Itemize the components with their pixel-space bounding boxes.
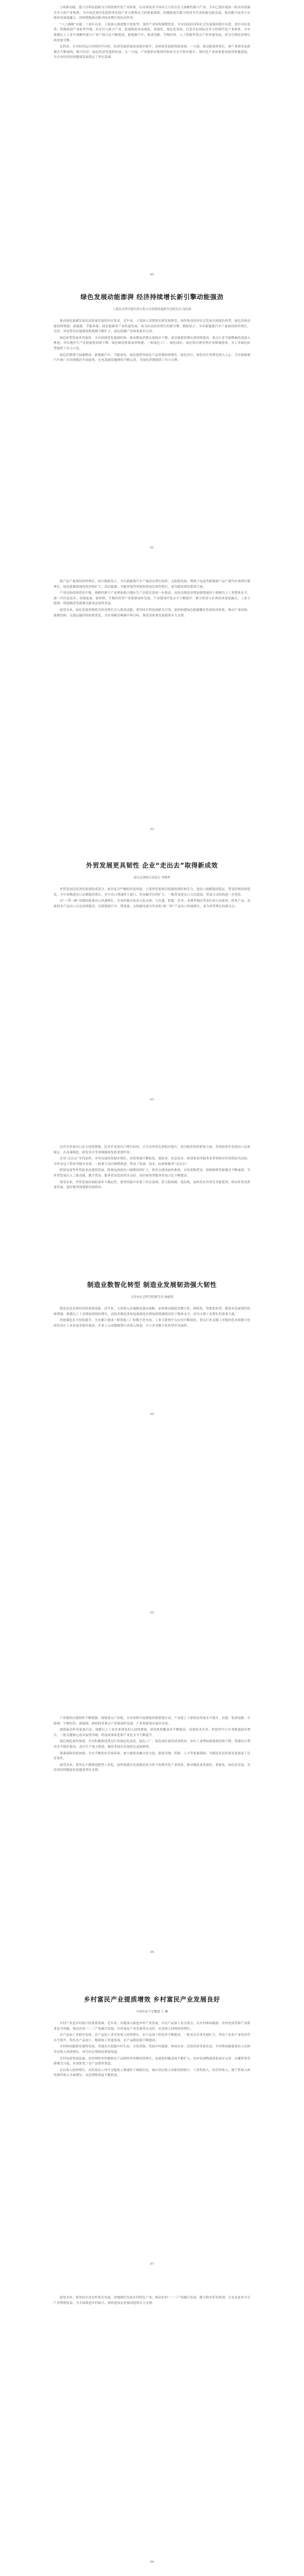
page-2 [0,292,304,364]
paragraph: 跨境电商等外贸新业态蓬勃发展。跨境电商进出口规模持续扩大，海外仓建设加快推进，市场采购贸易、保税维修等新模式不断涌现，为外贸发展注入了新动能。数字贸易、服务贸易发展势头良好，知识密集型服务贸易占比不断提高。 [54,1169,250,1178]
article-byline: 海关总署统计局处长 李晓华 [133,876,171,880]
page-8 [0,1995,304,2079]
paragraph: 要素保障持续加强。全市不断优化营商环境，加大财政金融支持力度，强化用地、用能、人才等要素保障，为制造业高质量发展创造了良好条件。 [54,1752,250,1761]
page-9 [0,2296,304,2306]
page-3 [0,579,304,619]
paragraph: 乡村休闲旅游业蓬勃发展。各地充分挖掘乡村生态、文化资源，发展乡村旅游、休闲农业、民宿经济等新业态，乡村休闲旅游接待人次和营业收入持续增长，成为农民增收的重要渠道。 [54,2045,250,2054]
paragraph: 产业结构持续优化升级。战略性新兴产业增加值占地区生产总值比重进一步提高，高技术制造业增加值增速快于规模以上工业整体水平。新一代信息技术、高端装备、新材料、生物医药等产业集群加快发展，产业链现代化水平不断提升。数字经济与实体经济深度融合，工业互联网、智能制造等新模式新业态加快普及。 [54,592,250,606]
paragraph: 创新驱动作用更加凸显。规模以上工业企业研发投入持续增加，研发机构覆盖率不断提高。高新技术企业、科技型中小企业数量稳步增长，一批关键核心技术取得突破，科技成果转化和产业化水平不断提升。 [54,1728,250,1737]
paragraph: 展望未来，要坚持农业农村优先发展，因地制宜发展乡村特色产业，推动农村一二三产业融合发展，健全联农带农机制，让农民更多分享产业增值收益，为全面推进乡村振兴、加快建设农业强国提供有力支撑。 [54,2296,250,2305]
page-number: · 96 · [148,1951,156,1954]
article-byline: 中国农业大学教授 王 琳 [136,2010,168,2014]
paragraph: 农产品加工业稳步发展。农产品加工业营业收入持续增长，农产品加工转化率不断提高。一批龙头企业发展壮大，带动了农业产业化经营水平提升。特色农产品加工、精深加工快速发展，农产品附加值不断提高。 [54,2034,250,2042]
paragraph: 展望未来，绿色发展将继续为经济增长注入强劲动能。要坚持以科技创新为引领，加快构建绿色低碳循环发展经济体系，推动产业结构、能源结构、交通运输结构持续优化，为实现碳达峰碳中和目标、推进高质量发展提供有力支撑。 [54,608,250,618]
page-number: · 98 · [148,2561,156,2564]
article-byline: 上海社会科学研究所文化与可持续发展研究室研究员 周汝雨 [113,308,191,311]
paragraph: 绿色消费潜力加速释放。新能源汽车、节能家电、绿色建材等绿色产品消费持续增长，绿色出行、绿色居住等理念深入人心。全市新能源汽车推广应用规模居全国前列，充电基础设施网络不断完善，为绿色消费提供了有力支撑。 [54,353,250,363]
page-number: · 91 · [148,546,156,550]
page-number: · 90 · [148,273,156,276]
page-7 [0,1716,304,1774]
article-title: 制造业数智化转型 制造业发展韧劲强大韧性 [87,1281,217,1289]
paragraph: 展望未来，要坚定不移推进新型工业化，加快构建以先进制造业为骨干的现代化产业体系，推动制造业高端化、智能化、绿色化发展，为经济持续健康发展提供坚实支撑。 [54,1763,250,1773]
paragraph: 制造业是实体经济的重要基础。近年来，天津深入实施制造强市战略，加快推动制造业数字化、网络化、智能化转型，制造业发展韧性持续增强。规模以上工业增加值保持增长，高技术制造业和装备制造业增加值增速明显快于整体水平，成为支撑工业增长的重要力量。 [54,1307,250,1316]
paragraph: “八八战略”实施二十周年以来，上海深入推进数字化转型，加快产业结构调整优化，全市国民经济和社会发展保持稳中有进、进中向好态势。积极推进产业转型升级，培育壮大新兴产业，促进制造业高端化、智能化、绿色化发展，打造具有国际竞争力的现代化产业体系。全市规模以上工业中战略性新兴产业产值占比不断提高，新能源汽车、集成电路、生物医药、人工智能等重点产业快速发展，成为引领经济增长的重要引擎。 [54,23,250,42]
article-title: 乡村富民产业提质增效 乡村富民产业发展良好 [83,1995,221,2003]
paragraph: 智能制造水平持续提升。全市累计建成一批智能工厂和数字化车间，工业互联网平台应用不断深化，重点行业关键工序数控化率和数字化研发设计工具普及率稳步提高。企业上云用数赋智行动深入推进，中小企业数字化转型步伐加快。 [54,1319,250,1328]
paragraph: 绿色转型发展步伐加快。全市持续优化能源结构，推动煤炭消费总量稳步下降，清洁能源消费比重持续提高。重点行业节能降碳改造深入推进，单位地区生产总值能耗持续下降。绿色制造体系加快构建，一批绿色工厂、绿色园区、绿色供应链管理企业相继建成，为工业绿色转型提供了有力示范。 [54,336,250,350]
article-title: 绿色发展动能澎湃 经济持续增长新引擎动能强劲 [80,293,224,301]
paragraph: 外贸是国民经济的重要组成部分。面对复杂严峻的外部环境，上海外贸展现出较强的韧性和活力，进出口规模保持稳定，贸易结构持续优化。全年货物进出口总额保持增长，其中出口增速快于进口，贸易顺差有所扩大。一般贸易进出口占比提高，贸易方式结构进一步优化。 [54,888,250,897]
page-number: · 92 · [148,828,156,831]
paragraph: 总的看，全市经济运行持续回升向好，经济发展质量效益稳步提升，高质量发展取得新成效。一方面，新动能加快成长，新产业新业态新模式不断涌现，数字经济、绿色经济等蓬勃发展；另一方面，产业链供应链韧性和安全水平稳步提升，现代化产业体系建设取得积极进展，为全市经济持续健康发展奠定了坚实基础。 [54,45,250,60]
paragraph: 产业链供应链韧性不断增强。围绕重点产业链，全市持续开展强链补链延链行动，产业链上下游协同发展水平提升。信创、集成电路、车联网、生物医药、新能源、新材料等重点产业链加快发展，产业集群效应逐步显现。 [54,1717,250,1726]
paragraph: 力和新动能。建立以科技创新为引领的现代化产业体系，以市场需求为导向大力培育壮大战略性新兴产业，全市已逐步建成一批具有较强竞争力的产业集群，为中国式现代化提供坚实的产业支撑和有力的要素保障；积极推进以数字经济为代表的新动能发展，推动数字技术与实体经济深度融合，持续增强新动能对经济增长的拉动作用。 [54,6,250,20]
page-4 [0,861,304,909]
paragraph: 乡村产业是乡村振兴的重要基础。近年来，各地深入推进乡村产业发展，以农产品加工业为重点，以乡村休闲旅游、农村电商等新产业新业态为突破，推动农村一二三产业融合发展，乡村富民产业发展势头良好，农民收入持续较快增长。 [54,2022,250,2031]
page-number: · 94 · [148,1413,156,1416]
paragraph: 农民收入较快增长。农村居民人均可支配收入增速快于城镇居民，城乡居民收入差距持续缩小。工资性收入、经营性收入、财产性收入和转移性收入全面增长，农民增收渠道不断拓宽。 [54,2068,250,2078]
paragraph: 对“一带一路”沿线国家进出口快速增长。企业积极开拓多元化市场，与东盟、欧盟、拉美、非洲等地区贸易往来日益密切。机电产品、高新技术产品出口占比持续提高，以新能源汽车、锂电池、太阳能电池为代表的“新三样”产品出口快速增长，成为外贸增长的新亮点。 [54,900,250,908]
page-number: · 97 · [148,2263,156,2266]
page-number: · 93 · [148,1098,156,1101]
article-title: 外贸发展更具韧性 企业“走出去”取得新成效 [86,861,218,869]
paragraph: 农村电商发展迅速。农村网络零售额和农产品网络零售额持续增长，电商进村覆盖面不断扩大，农村寄递物流体系逐步完善。直播带货等新模式兴起，有效拓宽了农产品销售渠道。 [54,2057,250,2066]
paragraph: 绿色制造加快推进。全市积极推进重点行业绿色化改造，绿色工厂、绿色园区建设成效明显，单位工业增加值能耗持续下降。资源综合利用水平稳步提高，清洁生产深入推进，制造业绿色发展底色更加鲜明。 [54,1740,250,1749]
page-5 [0,1145,304,1191]
article-byline: 天津市社会科学院研究员 杨毅明 [130,1296,174,1299]
paragraph: 展望未来，外贸发展仍面临诸多不确定性。要坚持稳中求进工作总基调，着力稳规模、优结构，加快培育外贸竞争新优势，推动外贸高质量发展，更好服务构建新发展格局。 [54,1180,250,1190]
paragraph: 民营企业进出口活力持续增强。民营企业进出口增长较快，占全市外贸比重稳步提升，成为稳外贸的重要力量。外商投资企业进出口总体稳定，在高端制造、研发设计等领域继续发挥重要作用。 [54,1146,250,1154]
page-1 [0,6,304,61]
page-number: · 95 · [148,1611,156,1615]
paragraph: 企业“走出去”步伐加快。对外直接投资稳步增长，投资领域不断拓宽，制造业、信息技术、租赁和商务服务业等领域对外投资较为活跃。对外承包工程业务稳中有进，一批重大项目顺利推进，带动了装备、技术、标准和服务“走出去”。 [54,1157,250,1166]
paragraph: 推动绿色低碳发展是高质量发展的内在要求。近年来，上海深入贯彻落实新发展理念，加快推动经济社会发展全面绿色转型，绿色发展动能持续增强。新能源、节能环保、绿色低碳等产业快速发展，成为拉动经济增长的新引擎。数据显示，全市新能源汽车产量保持较快增长，光伏、风电等清洁能源装机规模不断扩大，绿色低碳产业体系逐步完善。 [54,320,250,334]
paragraph: 新产品产量保持较快增长。统计数据显示，全年新能源汽车产量同比增长较快，太阳能电池、锂离子电池等新能源产品产量均实现两位数增长。绿色低碳领域投资持续扩大，清洁能源、节能环保等领域投资同比较快增长，成为稳投资的重要力量。 [54,580,250,589]
page-6 [0,1275,304,1329]
